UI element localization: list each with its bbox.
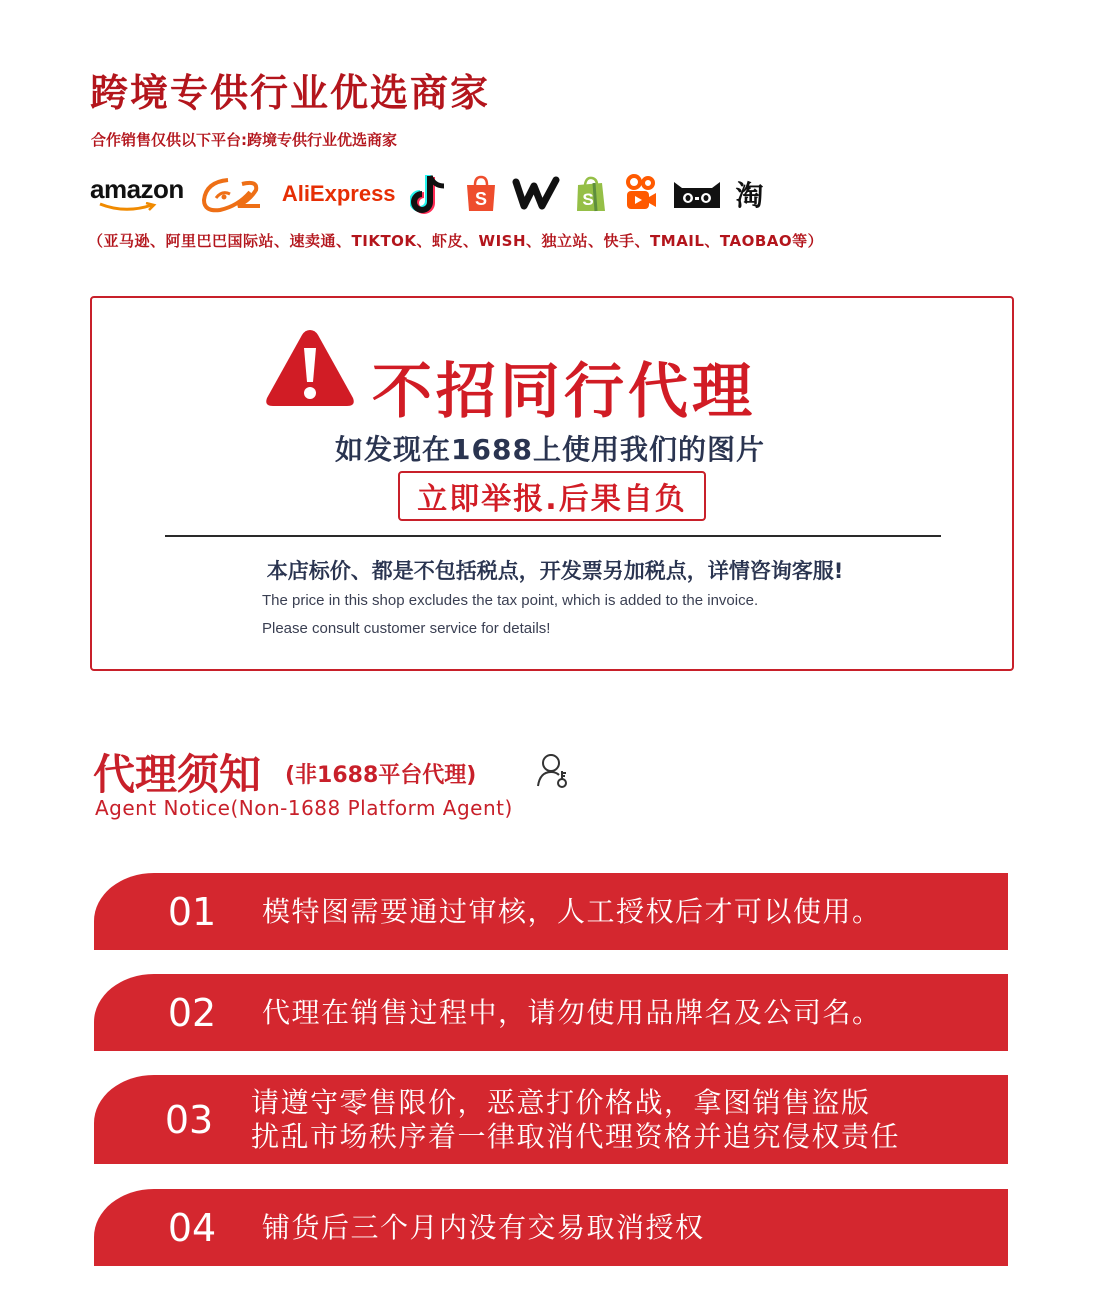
svg-text:S: S: [581, 190, 594, 209]
rule-line: 模特图需要通过审核，人工授权后才可以使用。: [262, 894, 882, 928]
user-key-icon: [536, 752, 572, 794]
rule-number: 01: [167, 889, 217, 934]
amazon-logo: [90, 176, 184, 212]
rule-item: [94, 1189, 1008, 1266]
report-warning-box: 立即举报.后果自负: [398, 471, 706, 521]
shopee-icon: [464, 175, 498, 213]
rule-item: [94, 873, 1008, 950]
rule-text: [262, 995, 882, 1030]
tiktok-icon: [410, 172, 450, 216]
rule-text: [262, 1210, 705, 1245]
alibaba-icon: [198, 172, 268, 216]
shopify-icon: [574, 175, 608, 213]
divider: [165, 535, 941, 537]
rule-number: 02: [167, 990, 217, 1035]
agent-title-en: Agent Notice(Non-1688 Platform Agent): [95, 796, 513, 820]
tax-notice-en-2: Please consult customer service for details!: [262, 620, 551, 637]
tmall-icon: [672, 178, 722, 210]
agent-subtitle: (非1688平台代理): [285, 763, 477, 788]
wish-icon: [512, 174, 560, 214]
rule-line: 请遵守零售限价，恶意打价格战，拿图销售盗版: [251, 1085, 871, 1119]
rule-number: 04: [167, 1205, 217, 1250]
rule-item: [94, 1075, 1008, 1164]
rule-text: [251, 1086, 900, 1154]
amazon-wordmark: amazon: [90, 174, 184, 204]
tax-notice-cn: 本店标价、都是不包括税点，开发票另加税点，详情咨询客服!: [266, 559, 844, 583]
page-title: 跨境专供行业优选商家: [90, 71, 491, 115]
platform-subline: 合作销售仅供以下平台:跨境专供行业优选商家: [91, 131, 398, 149]
agent-title: 代理须知: [93, 750, 262, 799]
rule-text: [262, 894, 882, 929]
taobao-icon: 淘: [735, 179, 764, 212]
rule-number: 03: [164, 1097, 214, 1142]
platform-logos: [90, 168, 764, 220]
warning-title: 不招同行代理: [372, 357, 756, 427]
rule-line: 铺货后三个月内没有交易取消授权: [262, 1210, 705, 1244]
platforms-list: （亚马逊、阿里巴巴国际站、速卖通、TIKTOK、虾皮、WISH、独立站、快手、TMAIL、TAOBAO等）: [88, 232, 824, 250]
rule-line: 扰乱市场秩序着一律取消代理资格并追究侵权责任: [251, 1119, 901, 1153]
report-line: 如发现在1688上使用我们的图片: [335, 433, 765, 466]
svg-text:S: S: [474, 189, 487, 209]
warning-icon: [263, 326, 357, 414]
rule-line: 代理在销售过程中，请勿使用品牌名及公司名。: [262, 995, 882, 1029]
aliexpress-logo: AliExpress: [281, 181, 396, 206]
tax-notice-en-1: The price in this shop excludes the tax point, which is added to the invoice.: [262, 592, 759, 609]
rule-item: [94, 974, 1008, 1051]
kuaishou-icon: [622, 173, 658, 215]
